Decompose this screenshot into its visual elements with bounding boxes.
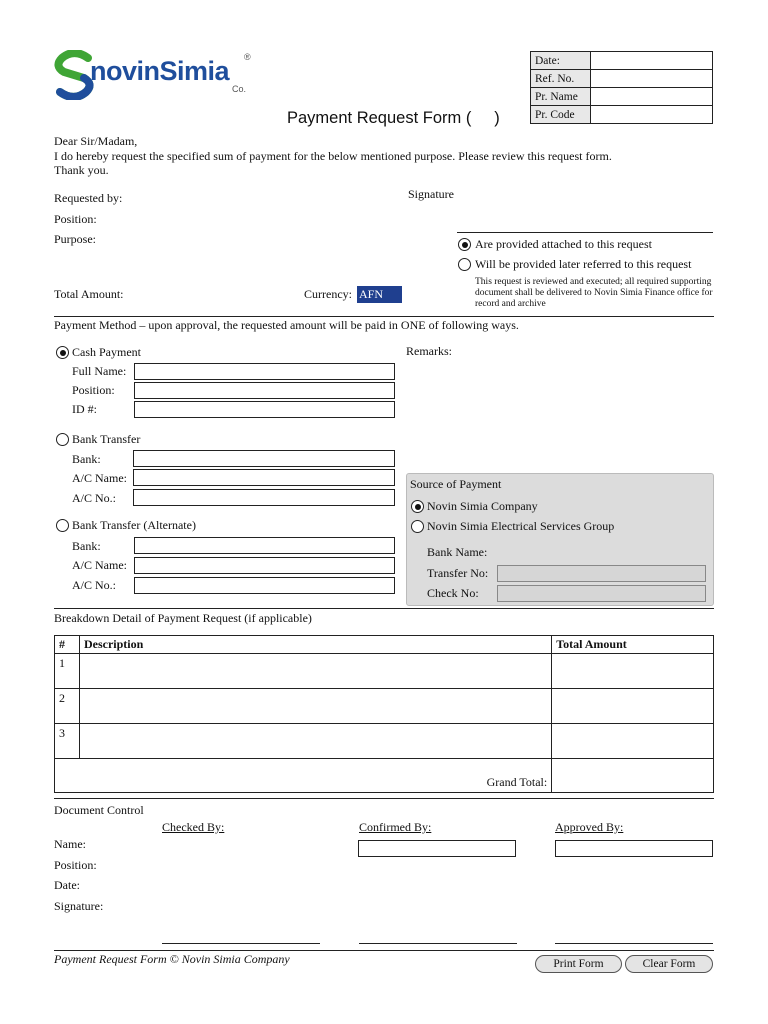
ac-name-label: A/C Name: <box>72 471 127 485</box>
print-form-button[interactable]: Print Form <box>535 955 622 973</box>
intro-line-1: I do hereby request the specified sum of payment for the below mentioned purpose. Please review this request form. <box>54 149 612 163</box>
date-field[interactable] <box>591 52 713 70</box>
alt-ac-no-label: A/C No.: <box>72 578 117 592</box>
full-name-input[interactable] <box>134 363 395 380</box>
confirmed-by-name-input[interactable] <box>358 840 516 857</box>
id-input[interactable] <box>134 401 395 418</box>
header-row <box>531 88 713 106</box>
alt-ac-no-input[interactable] <box>134 577 395 594</box>
header-row <box>531 106 713 124</box>
alt-bank-label: Bank: <box>72 539 101 553</box>
novin-simia-company-radio[interactable] <box>411 500 424 513</box>
clear-form-button[interactable]: Clear Form <box>625 955 713 973</box>
form-title: Payment Request Form ( ) <box>287 109 500 127</box>
bank-transfer-label: Bank Transfer <box>72 432 141 446</box>
docs-later-label: Will be provided later referred to this request <box>475 257 692 271</box>
grand-total-cell[interactable] <box>552 759 714 793</box>
currency-label: Currency: <box>304 287 352 301</box>
intro-line-2: Thank you. <box>54 163 109 177</box>
documents-note: This request is reviewed and executed; all required supporting document shall be delivered to Novin Simia Finance office for record and archive <box>475 277 713 309</box>
check-no-input[interactable] <box>497 585 706 602</box>
bank-name-label: Bank Name: <box>427 545 488 559</box>
logo-suffix: Co. <box>232 84 247 94</box>
amount-cell[interactable] <box>552 689 714 724</box>
cash-position-label: Position: <box>72 383 115 397</box>
bank-label: Bank: <box>72 452 101 466</box>
cash-payment-label: Cash Payment <box>72 345 141 359</box>
ref-no-field[interactable] <box>591 70 713 88</box>
footer-divider <box>54 950 714 951</box>
section-divider <box>54 798 714 799</box>
cash-payment-radio[interactable] <box>56 346 69 359</box>
pr-name-field[interactable] <box>591 88 713 106</box>
footer-text: Payment Request Form © Novin Simia Company <box>54 952 290 966</box>
purpose-label: Purpose: <box>54 232 96 246</box>
checked-by-label: Checked By: <box>162 820 225 834</box>
row-number: 3 <box>55 724 80 759</box>
documents-divider <box>457 232 713 233</box>
transfer-no-label: Transfer No: <box>427 566 489 580</box>
remarks-label: Remarks: <box>406 344 452 358</box>
currency-select[interactable] <box>357 286 402 303</box>
confirmed-by-signature-line <box>359 943 517 944</box>
header-label: Date: <box>531 52 591 70</box>
check-no-label: Check No: <box>427 586 479 600</box>
grand-total-row <box>55 759 714 793</box>
document-control-heading: Document Control <box>54 803 144 817</box>
docs-attached-radio[interactable] <box>458 238 471 251</box>
bank-transfer-alt-label: Bank Transfer (Alternate) <box>72 518 196 532</box>
bank-input[interactable] <box>133 450 395 467</box>
alt-ac-name-input[interactable] <box>134 557 395 574</box>
logo-brand-text: novinSimia <box>90 56 230 86</box>
header-label: Pr. Name <box>531 88 591 106</box>
header-info-table <box>530 51 713 124</box>
checked-by-signature-line <box>162 943 320 944</box>
description-cell[interactable] <box>79 654 551 689</box>
table-row <box>55 654 714 689</box>
novin-simia-company-label: Novin Simia Company <box>427 499 538 513</box>
total-amount-label: Total Amount: <box>54 287 124 301</box>
approved-by-label: Approved By: <box>555 820 624 834</box>
payment-method-heading: Payment Method – upon approval, the requested amount will be paid in ONE of following ways. <box>54 318 519 332</box>
dc-position-label: Position: <box>54 858 97 872</box>
bank-transfer-alt-radio[interactable] <box>56 519 69 532</box>
ac-no-label: A/C No.: <box>72 491 117 505</box>
section-divider <box>54 608 714 609</box>
full-name-label: Full Name: <box>72 364 127 378</box>
signature-label: Signature <box>408 187 454 201</box>
greeting-text: Dear Sir/Madam, <box>54 134 138 148</box>
col-number-header: # <box>55 636 80 654</box>
company-logo <box>54 50 254 102</box>
bank-transfer-radio[interactable] <box>56 433 69 446</box>
docs-later-radio[interactable] <box>458 258 471 271</box>
row-number: 2 <box>55 689 80 724</box>
source-title: Source of Payment <box>410 477 502 491</box>
table-header-row <box>55 636 714 654</box>
table-row <box>55 724 714 759</box>
table-row <box>55 689 714 724</box>
approved-by-signature-line <box>555 943 713 944</box>
logo-trademark: ® <box>244 52 251 62</box>
header-row <box>531 70 713 88</box>
requested-by-label: Requested by: <box>54 191 123 205</box>
amount-cell[interactable] <box>552 724 714 759</box>
header-row <box>531 52 713 70</box>
ac-name-input[interactable] <box>133 469 395 486</box>
alt-ac-name-label: A/C Name: <box>72 558 127 572</box>
alt-bank-input[interactable] <box>134 537 395 554</box>
ac-no-input[interactable] <box>133 489 395 506</box>
grand-total-label: Grand Total: <box>55 759 552 793</box>
dc-signature-label: Signature: <box>54 899 104 913</box>
description-cell[interactable] <box>79 689 551 724</box>
cash-position-input[interactable] <box>134 382 395 399</box>
electrical-services-label: Novin Simia Electrical Services Group <box>427 519 615 533</box>
description-cell[interactable] <box>79 724 551 759</box>
currency-value: AFN <box>359 287 384 301</box>
electrical-services-radio[interactable] <box>411 520 424 533</box>
approved-by-name-input[interactable] <box>555 840 713 857</box>
dc-name-label: Name: <box>54 837 86 851</box>
header-label: Pr. Code <box>531 106 591 124</box>
id-label: ID #: <box>72 402 97 416</box>
dc-date-label: Date: <box>54 878 80 892</box>
amount-cell[interactable] <box>552 654 714 689</box>
col-description-header: Description <box>79 636 551 654</box>
docs-attached-label: Are provided attached to this request <box>475 237 652 251</box>
position-label: Position: <box>54 212 97 226</box>
col-total-header: Total Amount <box>552 636 714 654</box>
row-number: 1 <box>55 654 80 689</box>
header-label: Ref. No. <box>531 70 591 88</box>
transfer-no-input[interactable] <box>497 565 706 582</box>
confirmed-by-label: Confirmed By: <box>359 820 432 834</box>
source-of-payment-panel <box>406 473 714 606</box>
breakdown-heading: Breakdown Detail of Payment Request (if applicable) <box>54 611 312 625</box>
pr-code-field[interactable] <box>591 106 713 124</box>
breakdown-table <box>54 635 714 793</box>
section-divider <box>54 316 714 317</box>
